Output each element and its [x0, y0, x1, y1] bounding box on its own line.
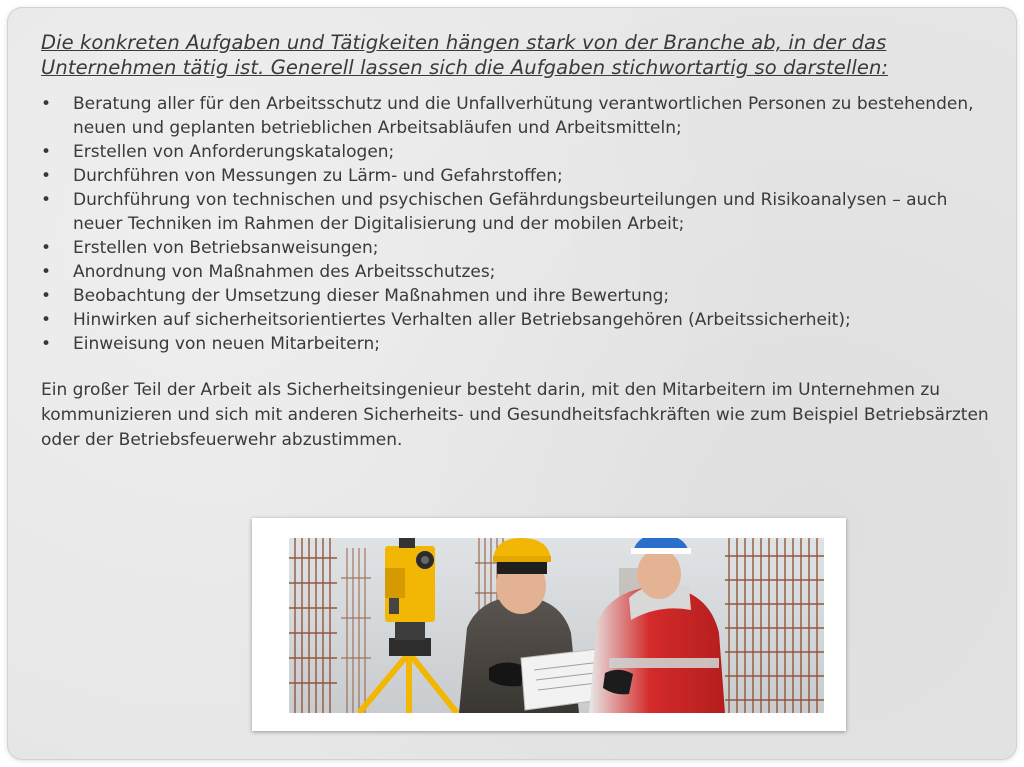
slide-content — [41, 30, 1001, 453]
list-item-text: Durchführung von technischen und psychischen Gefährdungsbeurteilungen und Risikoanalysen – auch neuer Techniken im Rahmen der Digitalisierung und der mobilen Arbeit; — [73, 190, 948, 234]
list-item — [41, 92, 1001, 140]
list-item-text: Durchführen von Messungen zu Lärm- und Gefahrstoffen; — [73, 166, 563, 186]
list-item — [41, 332, 1001, 356]
bullet-icon: • — [41, 166, 52, 186]
task-list — [41, 92, 1001, 356]
construction-workers-photo — [289, 538, 824, 713]
list-item — [41, 308, 1001, 332]
list-item-text: Beratung aller für den Arbeitsschutz und die Unfallverhütung verantwortlichen Personen zu bestehenden, neuen und geplanten betrieblichen Arbeitsabläufen und Arbeitsmitteln; — [73, 94, 974, 138]
bullet-icon: • — [41, 262, 52, 282]
list-item-text: Einweisung von neuen Mitarbeitern; — [73, 334, 380, 354]
slide — [8, 8, 1016, 759]
bullet-icon: • — [41, 94, 52, 114]
bullet-icon: • — [41, 334, 52, 354]
list-item — [41, 284, 1001, 308]
list-item — [41, 140, 1001, 164]
list-item-text: Beobachtung der Umsetzung dieser Maßnahmen und ihre Bewertung; — [73, 286, 670, 306]
bullet-icon: • — [41, 310, 52, 330]
photo-frame — [252, 518, 846, 731]
list-item-text: Erstellen von Betriebsanweisungen; — [73, 238, 379, 258]
summary-paragraph: Ein großer Teil der Arbeit als Sicherheitsingenieur besteht darin, mit den Mitarbeitern im Unternehmen zu kommunizieren und sich mit anderen Sicherheits- und Gesundheitsfachkräften wie zum Beispiel Betriebsärzten oder der Betriebsfeuerwehr abzustimmen. — [41, 380, 989, 450]
list-item-text: Erstellen von Anforderungskatalogen; — [73, 142, 395, 162]
bullet-icon: • — [41, 286, 52, 306]
list-item — [41, 188, 1001, 236]
list-item — [41, 260, 1001, 284]
list-item-text: Hinwirken auf sicherheitsorientiertes Verhalten aller Betriebsangehören (Arbeitssicherheit); — [73, 310, 851, 330]
list-item-text: Anordnung von Maßnahmen des Arbeitsschutzes; — [73, 262, 496, 282]
slide-heading: Die konkreten Aufgaben und Tätigkeiten hängen stark von der Branche ab, in der das Unternehmen tätig ist. Generell lassen sich die Aufgaben stichwortartig so darstellen: — [41, 31, 889, 79]
bullet-icon: • — [41, 142, 52, 162]
list-item — [41, 236, 1001, 260]
bullet-icon: • — [41, 238, 52, 258]
list-item — [41, 164, 1001, 188]
bullet-icon: • — [41, 190, 52, 210]
